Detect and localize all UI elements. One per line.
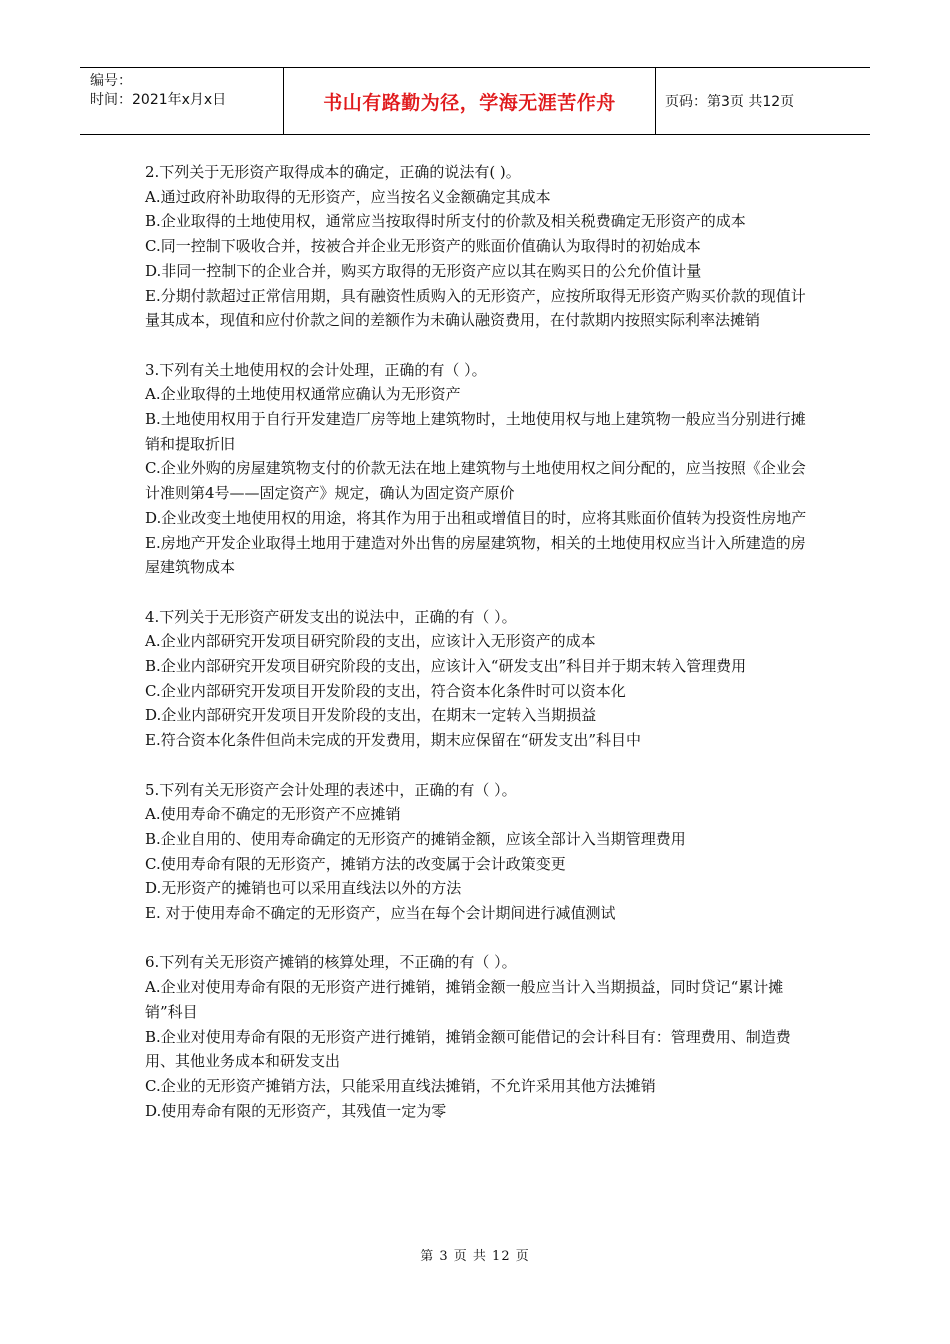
question-3 <box>145 358 817 580</box>
option-b: B.企业取得的土地使用权，通常应当按取得时所支付的价款及相关税费确定无形资产的成本 <box>145 212 746 231</box>
question-6 <box>145 950 817 1123</box>
document-number-label: 编号： <box>90 73 132 89</box>
option-d: D.企业内部研究开发项目开发阶段的支出，在期末一定转入当期损益 <box>145 706 597 725</box>
option-c: C.企业内部研究开发项目开发阶段的支出，符合资本化条件时可以资本化 <box>145 681 626 700</box>
option-b: B.企业对使用寿命有限的无形资产进行摊销，摊销金额可能借记的会计科目有：管理费用、制造费用、其他业务成本和研发支出 <box>145 1027 791 1071</box>
option-a: A.企业对使用寿命有限的无形资产进行摊销，摊销金额一般应当计入当期损益，同时贷记“累计摊销”科目 <box>145 978 784 1021</box>
question-stem: 4.下列关于无形资产研发支出的说法中，正确的有（ ）。 <box>145 607 517 626</box>
header-page-info: 页码：第3页 共12页 <box>665 94 795 110</box>
option-d: D.非同一控制下的企业合并，购买方取得的无形资产应以其在购买日的公允价值计量 <box>145 261 702 280</box>
question-2 <box>145 160 817 333</box>
option-b: B.企业自用的、使用寿命确定的无形资产的摊销金额，应该全部计入当期管理费用 <box>145 829 686 848</box>
header-left-cell <box>80 68 283 134</box>
option-c: C.企业外购的房屋建筑物支付的价款无法在地上建筑物与土地使用权之间分配的，应当按照《企业会计准则第4号——固定资产》规定，确认为固定资产原价 <box>145 459 806 503</box>
question-stem: 6.下列有关无形资产摊销的核算处理，不正确的有（ ）。 <box>145 953 517 972</box>
option-e: E.符合资本化条件但尚未完成的开发费用，期末应保留在“研发支出”科目中 <box>145 731 642 750</box>
option-d: D.无形资产的摊销也可以采用直线法以外的方法 <box>145 879 462 898</box>
question-stem: 5.下列有关无形资产会计处理的表述中，正确的有（ ）。 <box>145 780 517 799</box>
header-right-cell <box>656 68 870 134</box>
option-e: E.房地产开发企业取得土地用于建造对外出售的房屋建筑物，相关的土地使用权应当计入所建造的房屋建筑物成本 <box>145 533 806 577</box>
option-e: E.分期付款超过正常信用期，具有融资性质购入的无形资产，应按所取得无形资产购买价款的现值计量其成本，现值和应付价款之间的差额作为未确认融资费用，在付款期内按照实际利率法摊销 <box>145 286 806 330</box>
header-middle-cell <box>283 68 656 134</box>
header-motto: 书山有路勤为径，学海无涯苦作舟 <box>323 91 616 114</box>
question-list <box>145 160 817 1148</box>
option-b: B.企业内部研究开发项目研究阶段的支出，应该计入“研发支出”科目并于期末转入管理费用 <box>145 657 747 676</box>
option-a: A.企业取得的土地使用权通常应确认为无形资产 <box>145 385 461 404</box>
page-footer: 第 3 页 共 12 页 <box>420 1249 530 1264</box>
question-4 <box>145 605 817 753</box>
option-c: C.企业的无形资产摊销方法，只能采用直线法摊销，不允许采用其他方法摊销 <box>145 1076 656 1095</box>
option-e: E. 对于使用寿命不确定的无形资产，应当在每个会计期间进行减值测试 <box>145 904 616 923</box>
option-a: A.企业内部研究开发项目研究阶段的支出，应该计入无形资产的成本 <box>145 632 596 651</box>
page-header <box>80 67 870 135</box>
question-stem: 3.下列有关土地使用权的会计处理，正确的有（ ）。 <box>145 360 487 379</box>
question-stem: 2.下列关于无形资产取得成本的确定，正确的说法有( )。 <box>145 163 521 181</box>
option-c: C.使用寿命有限的无形资产，摊销方法的改变属于会计政策变更 <box>145 854 566 873</box>
document-time-label: 时间：2021年x月x日 <box>90 92 227 108</box>
option-d: D.企业改变土地使用权的用途，将其作为用于出租或增值目的时，应将其账面价值转为投资性房地产 <box>145 508 807 527</box>
option-a: A.通过政府补助取得的无形资产，应当按名义金额确定其成本 <box>145 187 551 206</box>
option-d: D.使用寿命有限的无形资产，其残值一定为零 <box>145 1101 447 1120</box>
question-5 <box>145 778 817 926</box>
option-a: A.使用寿命不确定的无形资产不应摊销 <box>145 805 401 824</box>
option-b: B.土地使用权用于自行开发建造厂房等地上建筑物时，土地使用权与地上建筑物一般应当分别进行摊销和提取折旧 <box>145 410 806 453</box>
option-c: C.同一控制下吸收合并，按被合并企业无形资产的账面价值确认为取得时的初始成本 <box>145 237 701 256</box>
